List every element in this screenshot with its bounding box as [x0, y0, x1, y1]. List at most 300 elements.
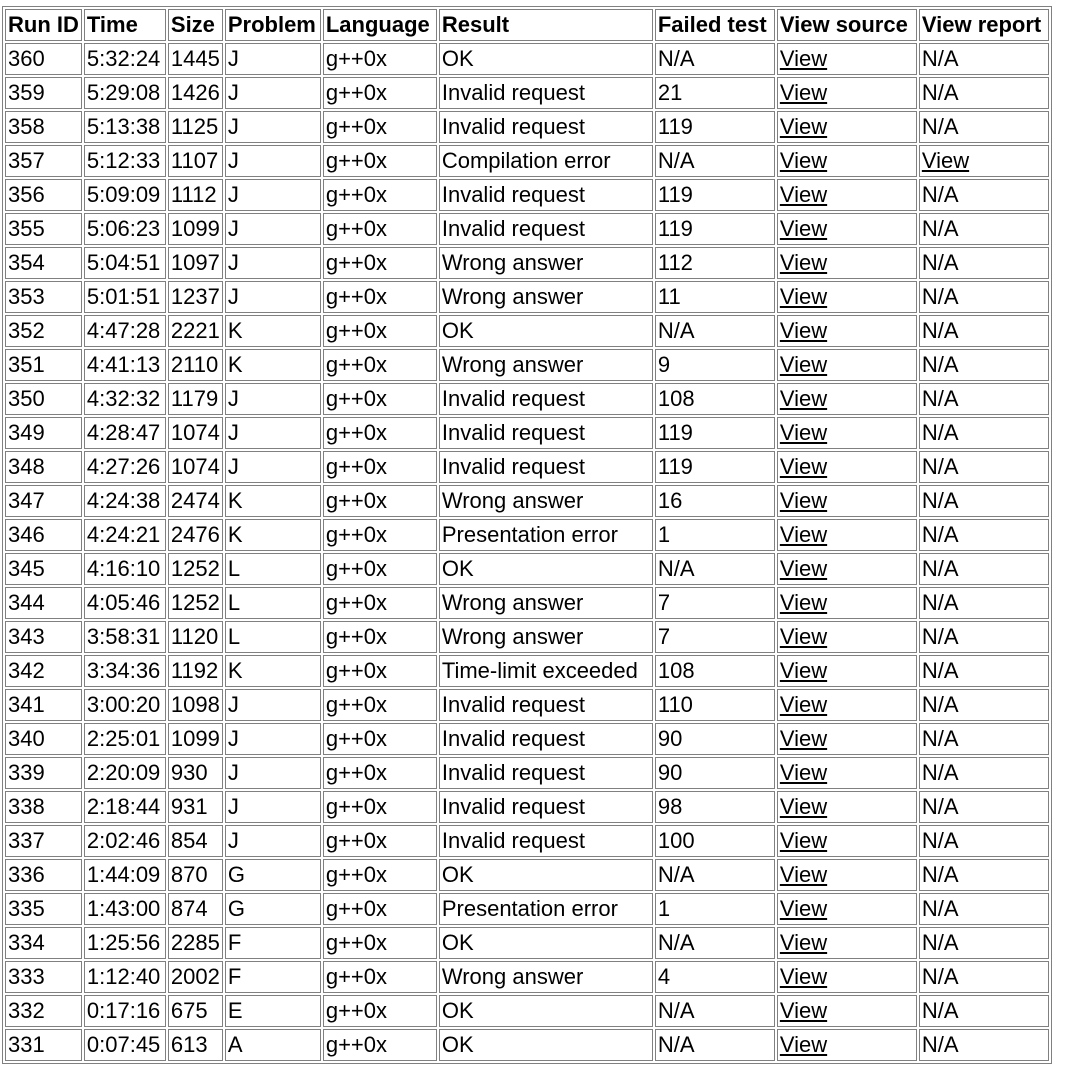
cell-view-report: N/A	[919, 995, 1049, 1027]
cell-size: 2285	[168, 927, 223, 959]
cell-run-id: 349	[5, 417, 82, 449]
cell-failed-test: 119	[655, 179, 775, 211]
cell-view-source	[777, 961, 917, 993]
cell-view-report: N/A	[919, 825, 1049, 857]
cell-failed-test: 100	[655, 825, 775, 857]
table-row	[5, 77, 1049, 109]
view-source-link[interactable]: View	[779, 658, 828, 683]
cell-problem: J	[225, 43, 321, 75]
cell-view-report: N/A	[919, 281, 1049, 313]
cell-size: 2110	[168, 349, 223, 381]
cell-time: 4:24:21	[84, 519, 166, 551]
view-source-link[interactable]: View	[779, 998, 828, 1023]
cell-failed-test: N/A	[655, 315, 775, 347]
cell-size: 854	[168, 825, 223, 857]
cell-result: Wrong answer	[439, 621, 653, 653]
cell-failed-test: 21	[655, 77, 775, 109]
cell-view-report: N/A	[919, 179, 1049, 211]
cell-time: 4:27:26	[84, 451, 166, 483]
view-source-link[interactable]: View	[779, 386, 828, 411]
cell-time: 1:25:56	[84, 927, 166, 959]
cell-failed-test: 90	[655, 757, 775, 789]
cell-problem: F	[225, 961, 321, 993]
cell-view-source	[777, 519, 917, 551]
cell-failed-test: N/A	[655, 995, 775, 1027]
cell-view-report: N/A	[919, 213, 1049, 245]
cell-run-id: 348	[5, 451, 82, 483]
table-row	[5, 111, 1049, 143]
view-source-link[interactable]: View	[779, 828, 828, 853]
cell-failed-test: 16	[655, 485, 775, 517]
cell-result: Invalid request	[439, 791, 653, 823]
cell-size: 1125	[168, 111, 223, 143]
cell-language: g++0x	[323, 621, 437, 653]
cell-result: Invalid request	[439, 77, 653, 109]
cell-failed-test: 108	[655, 383, 775, 415]
cell-view-report: N/A	[919, 757, 1049, 789]
cell-view-report: N/A	[919, 859, 1049, 891]
cell-run-id: 350	[5, 383, 82, 415]
table-row	[5, 553, 1049, 585]
cell-view-report: N/A	[919, 111, 1049, 143]
cell-time: 5:04:51	[84, 247, 166, 279]
cell-time: 1:44:09	[84, 859, 166, 891]
cell-view-report: N/A	[919, 77, 1049, 109]
table-row	[5, 689, 1049, 721]
table-row	[5, 859, 1049, 891]
table-row	[5, 247, 1049, 279]
cell-result: Invalid request	[439, 213, 653, 245]
cell-view-source	[777, 417, 917, 449]
cell-time: 4:28:47	[84, 417, 166, 449]
cell-result: Wrong answer	[439, 485, 653, 517]
cell-view-source	[777, 995, 917, 1027]
cell-language: g++0x	[323, 213, 437, 245]
cell-failed-test: 1	[655, 893, 775, 925]
view-report-link[interactable]: View	[921, 148, 970, 173]
col-header-size: Size	[168, 9, 223, 41]
cell-failed-test: 110	[655, 689, 775, 721]
table-row	[5, 723, 1049, 755]
cell-run-id: 355	[5, 213, 82, 245]
cell-view-source	[777, 213, 917, 245]
cell-result: OK	[439, 43, 653, 75]
table-row	[5, 179, 1049, 211]
cell-view-source	[777, 111, 917, 143]
cell-view-source	[777, 825, 917, 857]
view-source-link[interactable]: View	[779, 794, 828, 819]
table-row	[5, 621, 1049, 653]
cell-view-report: N/A	[919, 43, 1049, 75]
cell-view-source	[777, 655, 917, 687]
view-source-link[interactable]: View	[779, 590, 828, 615]
cell-run-id: 337	[5, 825, 82, 857]
cell-result: Invalid request	[439, 689, 653, 721]
table-row	[5, 43, 1049, 75]
cell-time: 1:12:40	[84, 961, 166, 993]
cell-run-id: 340	[5, 723, 82, 755]
cell-size: 1107	[168, 145, 223, 177]
view-source-link[interactable]: View	[779, 964, 828, 989]
table-row	[5, 927, 1049, 959]
cell-size: 1097	[168, 247, 223, 279]
cell-size: 1445	[168, 43, 223, 75]
view-source-link[interactable]: View	[779, 284, 828, 309]
cell-view-report: N/A	[919, 417, 1049, 449]
table-row	[5, 315, 1049, 347]
view-source-link[interactable]: View	[779, 692, 828, 717]
cell-size: 1426	[168, 77, 223, 109]
cell-failed-test: N/A	[655, 553, 775, 585]
cell-time: 5:32:24	[84, 43, 166, 75]
cell-time: 5:09:09	[84, 179, 166, 211]
cell-language: g++0x	[323, 893, 437, 925]
table-row	[5, 417, 1049, 449]
cell-problem: K	[225, 349, 321, 381]
cell-language: g++0x	[323, 1029, 437, 1061]
cell-view-report: N/A	[919, 247, 1049, 279]
cell-view-source	[777, 927, 917, 959]
cell-view-source	[777, 383, 917, 415]
cell-time: 2:02:46	[84, 825, 166, 857]
cell-time: 4:41:13	[84, 349, 166, 381]
cell-view-source	[777, 1029, 917, 1061]
cell-result: Invalid request	[439, 111, 653, 143]
col-header-view-report: View report	[919, 9, 1049, 41]
cell-view-report: N/A	[919, 723, 1049, 755]
view-source-link[interactable]: View	[779, 760, 828, 785]
view-source-link[interactable]: View	[779, 930, 828, 955]
cell-language: g++0x	[323, 553, 437, 585]
view-source-link[interactable]: View	[779, 454, 828, 479]
cell-failed-test: N/A	[655, 927, 775, 959]
cell-view-report: N/A	[919, 383, 1049, 415]
cell-time: 2:18:44	[84, 791, 166, 823]
cell-view-source	[777, 451, 917, 483]
view-source-link[interactable]: View	[779, 216, 828, 241]
col-header-run-id: Run ID	[5, 9, 82, 41]
cell-run-id: 347	[5, 485, 82, 517]
cell-time: 3:34:36	[84, 655, 166, 687]
cell-size: 1252	[168, 553, 223, 585]
cell-size: 2476	[168, 519, 223, 551]
cell-problem: J	[225, 451, 321, 483]
cell-language: g++0x	[323, 587, 437, 619]
header-row	[5, 9, 1049, 41]
cell-failed-test: N/A	[655, 145, 775, 177]
table-row	[5, 893, 1049, 925]
cell-run-id: 354	[5, 247, 82, 279]
table-row	[5, 1029, 1049, 1061]
cell-problem: A	[225, 1029, 321, 1061]
cell-time: 5:13:38	[84, 111, 166, 143]
cell-run-id: 352	[5, 315, 82, 347]
cell-problem: L	[225, 553, 321, 585]
cell-size: 1192	[168, 655, 223, 687]
table-row	[5, 213, 1049, 245]
cell-language: g++0x	[323, 43, 437, 75]
cell-failed-test: 1	[655, 519, 775, 551]
cell-language: g++0x	[323, 791, 437, 823]
cell-time: 5:06:23	[84, 213, 166, 245]
cell-problem: K	[225, 655, 321, 687]
cell-time: 2:20:09	[84, 757, 166, 789]
cell-view-source	[777, 757, 917, 789]
cell-time: 5:01:51	[84, 281, 166, 313]
cell-problem: L	[225, 587, 321, 619]
cell-size: 1099	[168, 723, 223, 755]
cell-language: g++0x	[323, 723, 437, 755]
cell-view-report	[919, 145, 1049, 177]
cell-size: 1237	[168, 281, 223, 313]
col-header-view-source: View source	[777, 9, 917, 41]
cell-result: Time-limit exceeded	[439, 655, 653, 687]
cell-view-source	[777, 179, 917, 211]
cell-failed-test: 9	[655, 349, 775, 381]
cell-result: OK	[439, 1029, 653, 1061]
cell-size: 2474	[168, 485, 223, 517]
cell-view-source	[777, 281, 917, 313]
cell-run-id: 360	[5, 43, 82, 75]
cell-view-report: N/A	[919, 689, 1049, 721]
cell-language: g++0x	[323, 315, 437, 347]
cell-time: 0:07:45	[84, 1029, 166, 1061]
cell-size: 1074	[168, 417, 223, 449]
cell-result: Invalid request	[439, 825, 653, 857]
cell-size: 613	[168, 1029, 223, 1061]
table-row	[5, 485, 1049, 517]
cell-view-source	[777, 723, 917, 755]
cell-size: 2221	[168, 315, 223, 347]
table-row	[5, 825, 1049, 857]
view-source-link[interactable]: View	[779, 522, 828, 547]
cell-problem: J	[225, 247, 321, 279]
table-row	[5, 995, 1049, 1027]
cell-view-source	[777, 349, 917, 381]
cell-time: 4:47:28	[84, 315, 166, 347]
table-row	[5, 519, 1049, 551]
cell-run-id: 356	[5, 179, 82, 211]
cell-failed-test: N/A	[655, 859, 775, 891]
view-source-link[interactable]: View	[779, 556, 828, 581]
cell-view-report: N/A	[919, 451, 1049, 483]
view-source-link[interactable]: View	[779, 148, 828, 173]
cell-run-id: 351	[5, 349, 82, 381]
cell-result: Invalid request	[439, 417, 653, 449]
table-row	[5, 451, 1049, 483]
cell-failed-test: N/A	[655, 43, 775, 75]
cell-view-source	[777, 77, 917, 109]
cell-result: OK	[439, 995, 653, 1027]
cell-language: g++0x	[323, 247, 437, 279]
cell-run-id: 358	[5, 111, 82, 143]
col-header-result: Result	[439, 9, 653, 41]
cell-problem: G	[225, 859, 321, 891]
cell-run-id: 345	[5, 553, 82, 585]
cell-view-report: N/A	[919, 1029, 1049, 1061]
view-source-link[interactable]: View	[779, 726, 828, 751]
cell-run-id: 343	[5, 621, 82, 653]
table-row	[5, 349, 1049, 381]
cell-run-id: 359	[5, 77, 82, 109]
cell-language: g++0x	[323, 451, 437, 483]
cell-problem: J	[225, 417, 321, 449]
cell-view-source	[777, 893, 917, 925]
view-source-link[interactable]: View	[779, 318, 828, 343]
cell-size: 870	[168, 859, 223, 891]
view-source-link[interactable]: View	[779, 862, 828, 887]
cell-view-report: N/A	[919, 553, 1049, 585]
cell-language: g++0x	[323, 179, 437, 211]
view-source-link[interactable]: View	[779, 114, 828, 139]
cell-language: g++0x	[323, 961, 437, 993]
cell-failed-test: 4	[655, 961, 775, 993]
view-source-link[interactable]: View	[779, 80, 828, 105]
cell-view-report: N/A	[919, 927, 1049, 959]
cell-run-id: 341	[5, 689, 82, 721]
cell-time: 1:43:00	[84, 893, 166, 925]
cell-problem: J	[225, 145, 321, 177]
cell-result: Presentation error	[439, 519, 653, 551]
col-header-failed-test: Failed test	[655, 9, 775, 41]
view-source-link[interactable]: View	[779, 182, 828, 207]
cell-result: Wrong answer	[439, 247, 653, 279]
cell-result: Invalid request	[439, 179, 653, 211]
cell-result: Invalid request	[439, 383, 653, 415]
cell-language: g++0x	[323, 859, 437, 891]
cell-size: 930	[168, 757, 223, 789]
cell-size: 1120	[168, 621, 223, 653]
cell-time: 2:25:01	[84, 723, 166, 755]
view-source-link[interactable]: View	[779, 46, 828, 71]
cell-time: 4:05:46	[84, 587, 166, 619]
table-row	[5, 383, 1049, 415]
cell-problem: J	[225, 179, 321, 211]
cell-failed-test: 112	[655, 247, 775, 279]
cell-language: g++0x	[323, 281, 437, 313]
table-row	[5, 757, 1049, 789]
cell-result: OK	[439, 927, 653, 959]
cell-language: g++0x	[323, 519, 437, 551]
cell-run-id: 332	[5, 995, 82, 1027]
cell-view-source	[777, 145, 917, 177]
cell-view-report: N/A	[919, 961, 1049, 993]
cell-result: Presentation error	[439, 893, 653, 925]
cell-view-report: N/A	[919, 893, 1049, 925]
cell-run-id: 353	[5, 281, 82, 313]
cell-failed-test: 119	[655, 111, 775, 143]
view-source-link[interactable]: View	[779, 896, 828, 921]
cell-view-source	[777, 621, 917, 653]
view-source-link[interactable]: View	[779, 420, 828, 445]
cell-failed-test: 108	[655, 655, 775, 687]
cell-failed-test: 119	[655, 213, 775, 245]
cell-run-id: 344	[5, 587, 82, 619]
cell-time: 4:16:10	[84, 553, 166, 585]
cell-run-id: 331	[5, 1029, 82, 1061]
cell-size: 1098	[168, 689, 223, 721]
cell-time: 4:24:38	[84, 485, 166, 517]
cell-result: OK	[439, 553, 653, 585]
cell-problem: K	[225, 519, 321, 551]
table-row	[5, 281, 1049, 313]
cell-language: g++0x	[323, 349, 437, 381]
view-source-link[interactable]: View	[779, 488, 828, 513]
cell-run-id: 336	[5, 859, 82, 891]
cell-view-source	[777, 247, 917, 279]
cell-time: 3:58:31	[84, 621, 166, 653]
cell-problem: J	[225, 111, 321, 143]
col-header-time: Time	[84, 9, 166, 41]
cell-size: 1179	[168, 383, 223, 415]
cell-language: g++0x	[323, 417, 437, 449]
cell-failed-test: 119	[655, 417, 775, 449]
cell-language: g++0x	[323, 77, 437, 109]
cell-time: 4:32:32	[84, 383, 166, 415]
col-header-problem: Problem	[225, 9, 321, 41]
cell-language: g++0x	[323, 995, 437, 1027]
cell-run-id: 334	[5, 927, 82, 959]
view-source-link[interactable]: View	[779, 352, 828, 377]
cell-failed-test: 98	[655, 791, 775, 823]
cell-failed-test: 90	[655, 723, 775, 755]
cell-result: Invalid request	[439, 723, 653, 755]
cell-result: Compilation error	[439, 145, 653, 177]
submissions-table	[2, 6, 1052, 1064]
cell-view-report: N/A	[919, 315, 1049, 347]
cell-problem: F	[225, 927, 321, 959]
cell-run-id: 357	[5, 145, 82, 177]
cell-time: 5:29:08	[84, 77, 166, 109]
cell-failed-test: 7	[655, 587, 775, 619]
view-source-link[interactable]: View	[779, 1032, 828, 1057]
cell-problem: J	[225, 825, 321, 857]
cell-view-source	[777, 553, 917, 585]
view-source-link[interactable]: View	[779, 624, 828, 649]
cell-result: Invalid request	[439, 451, 653, 483]
cell-language: g++0x	[323, 689, 437, 721]
cell-result: Wrong answer	[439, 961, 653, 993]
cell-size: 874	[168, 893, 223, 925]
cell-view-report: N/A	[919, 519, 1049, 551]
cell-view-source	[777, 791, 917, 823]
cell-problem: L	[225, 621, 321, 653]
cell-failed-test: 119	[655, 451, 775, 483]
cell-time: 5:12:33	[84, 145, 166, 177]
cell-view-source	[777, 315, 917, 347]
cell-view-source	[777, 43, 917, 75]
cell-run-id: 333	[5, 961, 82, 993]
cell-view-report: N/A	[919, 791, 1049, 823]
view-source-link[interactable]: View	[779, 250, 828, 275]
cell-size: 1252	[168, 587, 223, 619]
cell-failed-test: N/A	[655, 1029, 775, 1061]
cell-view-source	[777, 587, 917, 619]
cell-run-id: 335	[5, 893, 82, 925]
cell-result: OK	[439, 315, 653, 347]
cell-view-source	[777, 485, 917, 517]
cell-problem: G	[225, 893, 321, 925]
cell-view-report: N/A	[919, 485, 1049, 517]
col-header-language: Language	[323, 9, 437, 41]
cell-problem: J	[225, 213, 321, 245]
cell-language: g++0x	[323, 655, 437, 687]
cell-time: 0:17:16	[84, 995, 166, 1027]
cell-language: g++0x	[323, 485, 437, 517]
cell-problem: E	[225, 995, 321, 1027]
cell-language: g++0x	[323, 927, 437, 959]
cell-size: 1099	[168, 213, 223, 245]
